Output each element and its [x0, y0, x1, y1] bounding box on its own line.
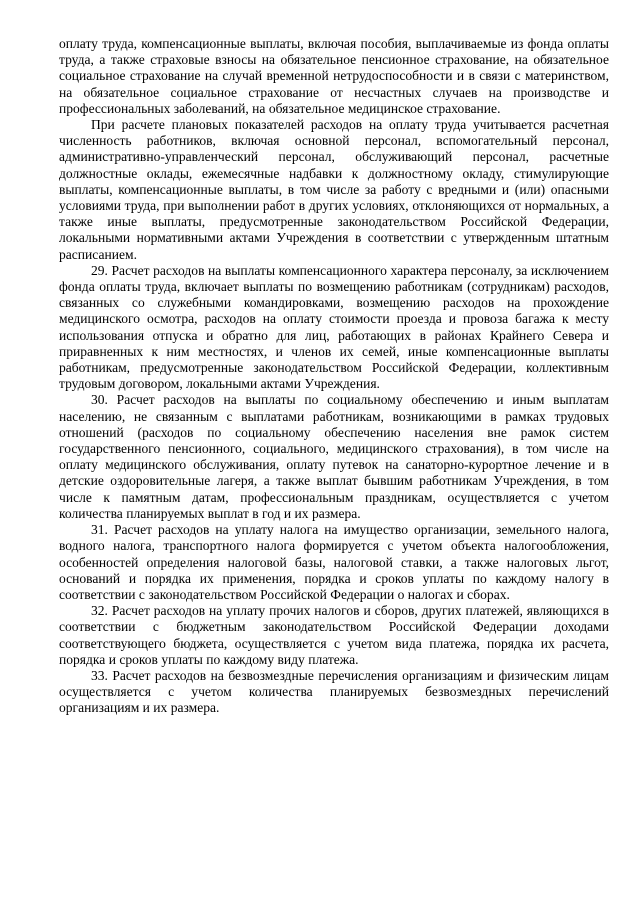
paragraph-32: 32. Расчет расходов на уплату прочих налогов и сборов, других платежей, являющихся в соответствии с бюджетным законодательством Российской Федерации доходами соответствующего бюджета, осуществляется с учетом вида платежа, порядка их расчета, порядка и сроков уплаты по каждому виду платежа. — [59, 603, 609, 667]
document-page — [59, 36, 609, 717]
paragraph-30: 30. Расчет расходов на выплаты по социальному обеспечению и иным выплатам населению, не связанным с выплатами работникам, возникающими в рамках трудовых отношений (расходов по социальному обеспечению населения вне рамок систем государственного пенсионного, социального, медицинского страхования), в том числе на оплату медицинского обслуживания, оплату путевок на санаторно-курортное лечение и в детские оздоровительные лагеря, а также выплат бывшим работникам Учреждения, в том числе к памятным датам, профессиональным праздникам, осуществляется с учетом количества планируемых выплат в год и их размера. — [59, 392, 609, 521]
paragraph-33: 33. Расчет расходов на безвозмездные перечисления организациям и физическим лицам осуществляется с учетом количества планируемых безвозмездных перечислений организациям и их размера. — [59, 667, 609, 716]
paragraph-31: 31. Расчет расходов на уплату налога на имущество организации, земельного налога, водного налога, транспортного налога формируется с учетом объекта налогообложения, особенностей определения налоговой базы, налоговой ставки, а также налоговых льгот, оснований и порядка их применения, порядка и сроков уплаты по каждому налогу в соответствии с законодательством Российской Федерации о налогах и сборах. — [59, 522, 609, 602]
paragraph-29: 29. Расчет расходов на выплаты компенсационного характера персоналу, за исключением фонда оплаты труда, включает выплаты по возмещению работникам (сотрудникам) расходов, связанных со служебными командировками, возмещению расходов на прохождение медицинского осмотра, расходов на оплату стоимости проезда и провоза багажа к месту использования отпуска и обратно для лиц, работающих в районах Крайнего Севера и приравненных к ним местностях, и членов их семей, иные компенсационные выплаты работникам, предусмотренные законодательством Российской Федерации, коллективным трудовым договором, локальными актами Учреждения. — [59, 262, 609, 392]
paragraph-payroll-calculation: При расчете плановых показателей расходов на оплату труда учитывается расчетная численность работников, включая основной персонал, вспомогательный персонал, административно-управленческий персонал, обслуживающий персонал, расчетные должностные оклады, ежемесячные надбавки к должностному окладу, стимулирующие выплаты, компенсационные выплаты, в том числе за работу с вредными и (или) опасными условиями труда, при выполнении работ в других условиях, отклоняющихся от нормальных, а также иные выплаты, предусмотренные законодательством Российской Федерации, локальными нормативными актами Учреждения в соответствии с утвержденным штатным расписанием. — [59, 117, 609, 262]
paragraph-continuation: оплату труда, компенсационные выплаты, включая пособия, выплачиваемые из фонда оплаты труда, а также страховые взносы на обязательное пенсионное страхование, на обязательное социальное страхование на случай временной нетрудоспособности и в связи с материнством, на обязательное социальное страхование от несчастных случаев на производстве и профессиональных заболеваний, на обязательное медицинское страхование. — [59, 36, 609, 116]
